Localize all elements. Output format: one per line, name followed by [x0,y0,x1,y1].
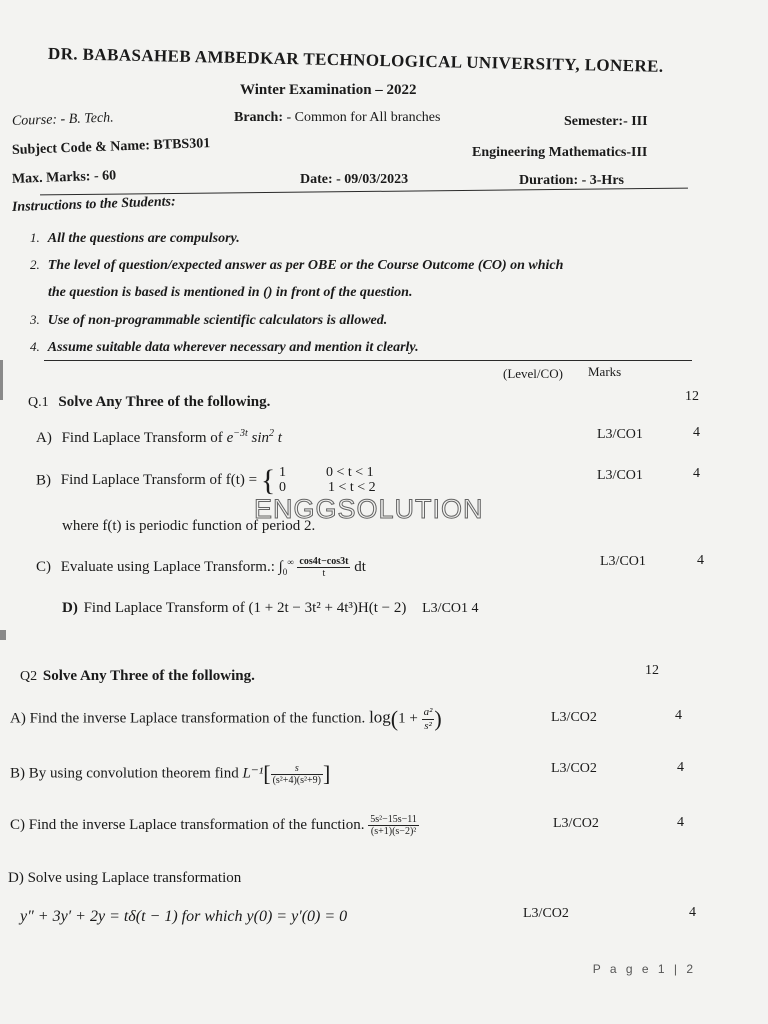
exam-title: Winter Examination – 2022 [240,82,417,98]
q1-heading [28,394,270,411]
q1-a-marks: 4 [693,425,700,440]
instruction-number: 3. [30,312,40,327]
question-text: Find Laplace Transform of f(t) = [60,472,258,489]
instruction-4 [30,339,419,356]
q2-a: A) Find the inverse Laplace transformation of the function. log(1 + $\frac{\text{a²}}{\text{s²}}$ ) [10,706,442,732]
q2-c-marks: 4 [677,815,684,830]
question-letter: A) [10,710,26,727]
max-marks: Max. Marks: - 60 [11,168,117,187]
instruction-number: 1. [30,230,40,245]
q2-a-fraction: $\frac{\text{a²}}{\text{s²}}$ [423,706,433,732]
instruction-text: Use of non-programmable scientific calculators is allowed. [47,313,388,328]
q1-a [36,428,282,447]
q2-marks: 12 [645,663,659,678]
q2-c [10,814,419,837]
q1-label: Q.1 [28,395,49,410]
exam-date: Date: - 09/03/2023 [300,172,409,187]
question-text: Find Laplace Transform of (1 + 2t − 3t² + 4t³)H(t − 2) [83,600,407,616]
question-letter: C) [36,558,51,575]
q1-d-level: L3/CO1 4 [422,601,479,616]
question-letter: B) [36,472,51,489]
q1-marks: 12 [685,389,699,404]
piecewise-cases: 1 0 < t < 1 0 1 < t < 2 [279,465,376,495]
instruction-text: Assume suitable data wherever necessary and mention it clearly. [47,340,419,355]
question-letter: B) [10,765,25,782]
instruction-2 [30,257,563,274]
q2-b: B) By using convolution theorem find L⁻¹[ $\frac{s}{\text{(s²+4)(s²+9)}}$ ] [10,761,331,786]
question-text: Find Laplace Transform of [61,430,223,446]
q2-heading [20,668,255,685]
semester: Semester:- III [564,114,648,129]
question-math: $e^{-3t}$ $\sin^2 t$ [226,428,282,446]
q2-d-equation: y″ + 3y′ + 2y = tδ(t − 1) for which y(0) = y′(0) = 0 [20,908,348,925]
question-text: By using convolution theorem find [28,765,239,782]
branch-label: Branch: [234,110,283,125]
q1-c-marks: 4 [697,553,704,568]
q2-a-marks: 4 [675,708,682,723]
page-number: P a g e 1 | 2 [592,962,696,976]
instruction-text: The level of question/expected answer as per OBE or the Course Outcome (CO) on which [47,258,564,273]
q1-b-note: where f(t) is periodic function of period 2. [62,518,316,534]
q2-c-level: L3/CO2 [553,816,599,831]
watermark: ENGGSOLUTION [254,494,484,524]
subject-name: Engineering Mathematics-III [472,145,648,160]
q1-b [36,466,376,496]
course-label: Course: - B. Tech. [11,110,114,129]
instruction-number: 4. [30,339,40,354]
instruction-number: 2. [30,257,40,272]
q2-d-marks: 4 [689,905,696,920]
q1-b-marks: 4 [693,466,700,481]
question-letter: C) [10,816,25,833]
q2-d-level: L3/CO2 [523,906,569,921]
q1-c-level: L3/CO1 [600,554,646,569]
q2-label: Q2 [20,669,38,684]
marks-column-header: Marks [588,364,622,379]
q1-title: Solve Any Three of the following. [58,394,271,410]
branch-value: - Common for All branches [286,110,441,125]
instruction-2-continued: the question is based is mentioned in () in front of the question. [48,285,413,300]
q1-d [62,600,479,617]
question-text: Find the inverse Laplace transformation of the function. [29,710,366,727]
duration: Duration: - 3-Hrs [519,173,624,188]
q2-title: Solve Any Three of the following. [42,668,255,684]
instructions-title: Instructions to the Students: [11,194,176,215]
integral-sign: ∫ [278,558,283,575]
scan-edge-mark [0,360,3,400]
question-text: Find the inverse Laplace transformation of the function. [28,816,365,833]
q2-b-marks: 4 [677,760,684,775]
q1-b-level: L3/CO1 [597,468,643,483]
q2-a-level: L3/CO2 [551,710,597,725]
university-name: DR. BABASAHEB AMBEDKAR TECHNOLOGICAL UNIVERSITY, LONERE. [47,44,664,76]
instructions-divider [44,360,692,361]
instruction-3 [30,312,387,329]
question-text: Evaluate using Laplace Transform.: [60,558,275,575]
q2-d [8,870,241,887]
scan-edge-mark [0,630,6,640]
question-text: Solve using Laplace transformation [27,870,242,886]
piecewise-brace: { [260,464,276,497]
level-co-column-header: (Level/CO) [503,366,563,381]
integrand-fraction: $\frac{\cos 4t-\cos 3t}{t}$ [299,556,349,579]
q2-b-level: L3/CO2 [551,761,597,776]
q1-a-level: L3/CO1 [597,427,643,442]
q1-c: C) Evaluate using Laplace Transform.: $\int_0^\infty$ $\frac{\cos 4t-\cos 3t}{t}$ dt [36,556,366,579]
instruction-1 [30,230,240,247]
q2-c-fraction: $\frac{\text{5s²−15s−11}}{\text{(s+1)(s−2)²}}$ [370,814,417,837]
question-letter: D) [62,600,78,616]
header-divider [40,188,688,196]
instruction-text: All the questions are compulsory. [47,231,240,246]
question-letter: D) [8,870,24,886]
q2-b-fraction: $\frac{s}{\text{(s²+4)(s²+9)}}$ [272,762,321,786]
branch-field [234,110,440,126]
subject-code: Subject Code & Name: BTBS301 [11,136,211,158]
question-letter: A) [36,430,52,446]
